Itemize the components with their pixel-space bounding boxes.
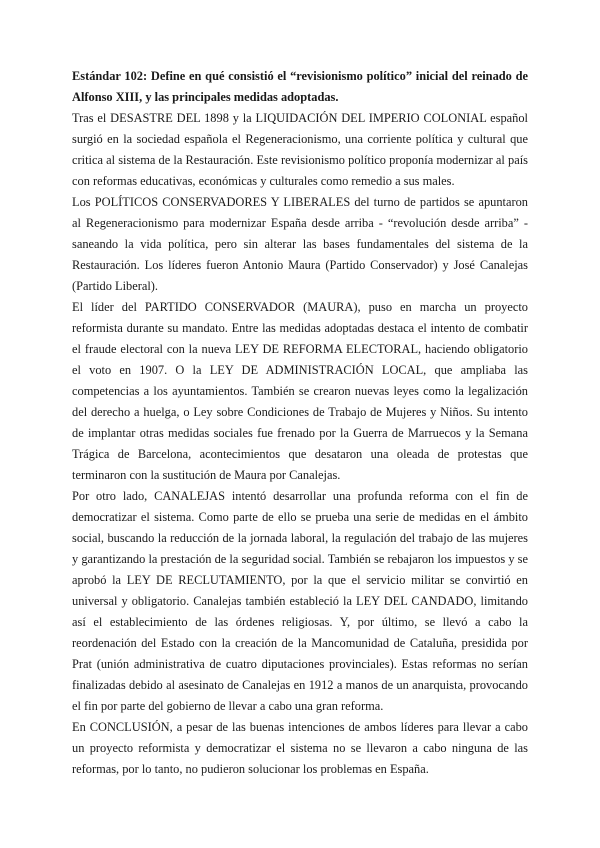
paragraph-politicos: Los POLÍTICOS CONSERVADORES Y LIBERALES del turno de partidos se apuntaron al Regeneracionismo para modernizar España desde arriba - “revolución desde arriba” - saneando la vida política, pero sin alterar las bases fundamentales del sistema de la Restauración. Los líderes fueron Antonio Maura (Partido Conservador) y José Canalejas (Partido Liberal). [72, 195, 528, 293]
paragraph-conclusion: En CONCLUSIÓN, a pesar de las buenas intenciones de ambos líderes para llevar a cabo un proyecto reformista y democratizar el sistema no se llevaron a cabo ninguna de las reformas, por lo tanto, no pudieron solucionar los problemas en España. [72, 720, 528, 776]
paragraph-canalejas: Por otro lado, CANALEJAS intentó desarrollar una profunda reforma con el fin de democratizar el sistema. Como parte de ello se prueba una serie de medidas en el ámbito social, buscando la reducción de la jornada laboral, la regulación del trabajo de las mujeres y garantizando la prestación de la seguridad social. También se rebajaron los impuestos y se aprobó la LEY DE RECLUTAMIENTO, por la que el servicio militar se convirtió en universal y obligatorio. Canalejas también estableció la LEY DEL CANDADO, limitando así el establecimiento de las órdenes religiosas. Y, por último, se llevó a cabo la reordenación del Estado con la creación de la Mancomunidad de Cataluña, presidida por Prat (unión administrativa de cuatro diputaciones provinciales). Estas reformas no serían finalizadas debido al asesinato de Canalejas en 1912 a manos de un anarquista, provocando el fin por parte del gobierno de llevar a cabo una gran reforma. [72, 489, 528, 713]
paragraph-regeneracionismo: Tras el DESASTRE DEL 1898 y la LIQUIDACIÓN DEL IMPERIO COLONIAL español surgió en la sociedad española el Regeneracionismo, una corriente política y cultural que critica al sistema de la Restauración. Este revisionismo político proponía modernizar al país con reformas educativas, económicas y culturales como remedio a sus males. [72, 111, 528, 188]
document-heading: Estándar 102: Define en qué consistió el “revisionismo político” inicial del reinado de Alfonso XIII, y las principales medidas adoptadas. [72, 69, 528, 104]
paragraph-maura: El líder del PARTIDO CONSERVADOR (MAURA), puso en marcha un proyecto reformista durante su mandato. Entre las medidas adoptadas destaca el intento de combatir el fraude electoral con la nueva LEY DE REFORMA ELECTORAL, haciendo obligatorio el voto en 1907. O la LEY DE ADMINISTRACIÓN LOCAL, que ampliaba las competencias a los ayuntamientos. También se crearon nuevas leyes como la legalización del derecho a huelga, o Ley sobre Condiciones de Trabajo de Mujeres y Niños. Su intento de implantar otras medidas sociales fue frenado por la Guerra de Marruecos y la Semana Trágica de Barcelona, acontecimientos que desataron una oleada de protestas que terminaron con la sustitución de Maura por Canalejas. [72, 300, 528, 482]
document-page [72, 66, 528, 780]
